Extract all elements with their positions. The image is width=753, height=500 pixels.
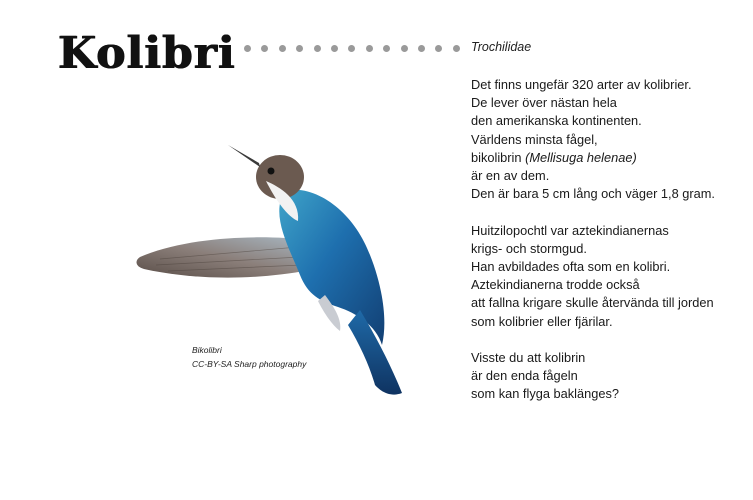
text-line: den amerikanska kontinenten.: [471, 113, 642, 129]
caption-title: Bikolibri: [192, 345, 222, 355]
text-line: Aztekindianerna trodde också: [471, 277, 640, 293]
species-prefix: bikolibrin: [471, 149, 526, 165]
wing-shape: [137, 237, 310, 277]
paragraph-aztec: [471, 222, 741, 331]
family-name: Trochilidae: [471, 40, 532, 54]
text-line: De lever över nästan hela: [471, 95, 617, 111]
page-title: Kolibri: [58, 28, 236, 79]
text-line: att fallna krigare skulle återvända till jorden: [471, 295, 714, 311]
dotted-leader: [244, 44, 460, 52]
text-line: Han avbildades ofta som en kolibri.: [471, 259, 671, 275]
leader-dot: [453, 45, 460, 52]
leader-dot: [418, 45, 425, 52]
text-line: Huitzilopochtl var aztekindianernas: [471, 222, 669, 238]
text-line: är en av dem.: [471, 168, 550, 184]
eye: [268, 168, 275, 175]
text-line: Världens minsta fågel,: [471, 131, 598, 147]
leader-dot: [279, 45, 286, 52]
paragraph-species-facts: [471, 76, 741, 203]
paragraph-trivia: [471, 349, 741, 404]
text-line: är den enda fågeln: [471, 368, 578, 384]
leader-dot: [366, 45, 373, 52]
body-text: [471, 76, 741, 422]
leader-dot: [435, 45, 442, 52]
species-latin-name: (Mellisuga helenae): [525, 149, 637, 165]
leader-dot: [244, 45, 251, 52]
leader-dot: [314, 45, 321, 52]
leader-dot: [331, 45, 338, 52]
text-line: krigs- och stormgud.: [471, 240, 587, 256]
text-line: Det finns ungefär 320 arter av kolibrier.: [471, 77, 692, 92]
leader-dot: [401, 45, 408, 52]
text-line: Den är bara 5 cm lång och väger 1,8 gram.: [471, 186, 715, 202]
leader-dot: [296, 45, 303, 52]
text-line-species: [471, 149, 741, 167]
beak: [228, 145, 260, 167]
leader-dot: [383, 45, 390, 52]
text-line: som kolibrier eller fjärilar.: [471, 313, 613, 329]
caption-credit: CC-BY-SA Sharp photography: [192, 359, 307, 369]
text-line: som kan flyga baklänges?: [471, 386, 619, 402]
leader-dot: [348, 45, 355, 52]
image-caption: [192, 343, 306, 371]
leader-dot: [261, 45, 268, 52]
text-line: Visste du att kolibrin: [471, 350, 586, 366]
